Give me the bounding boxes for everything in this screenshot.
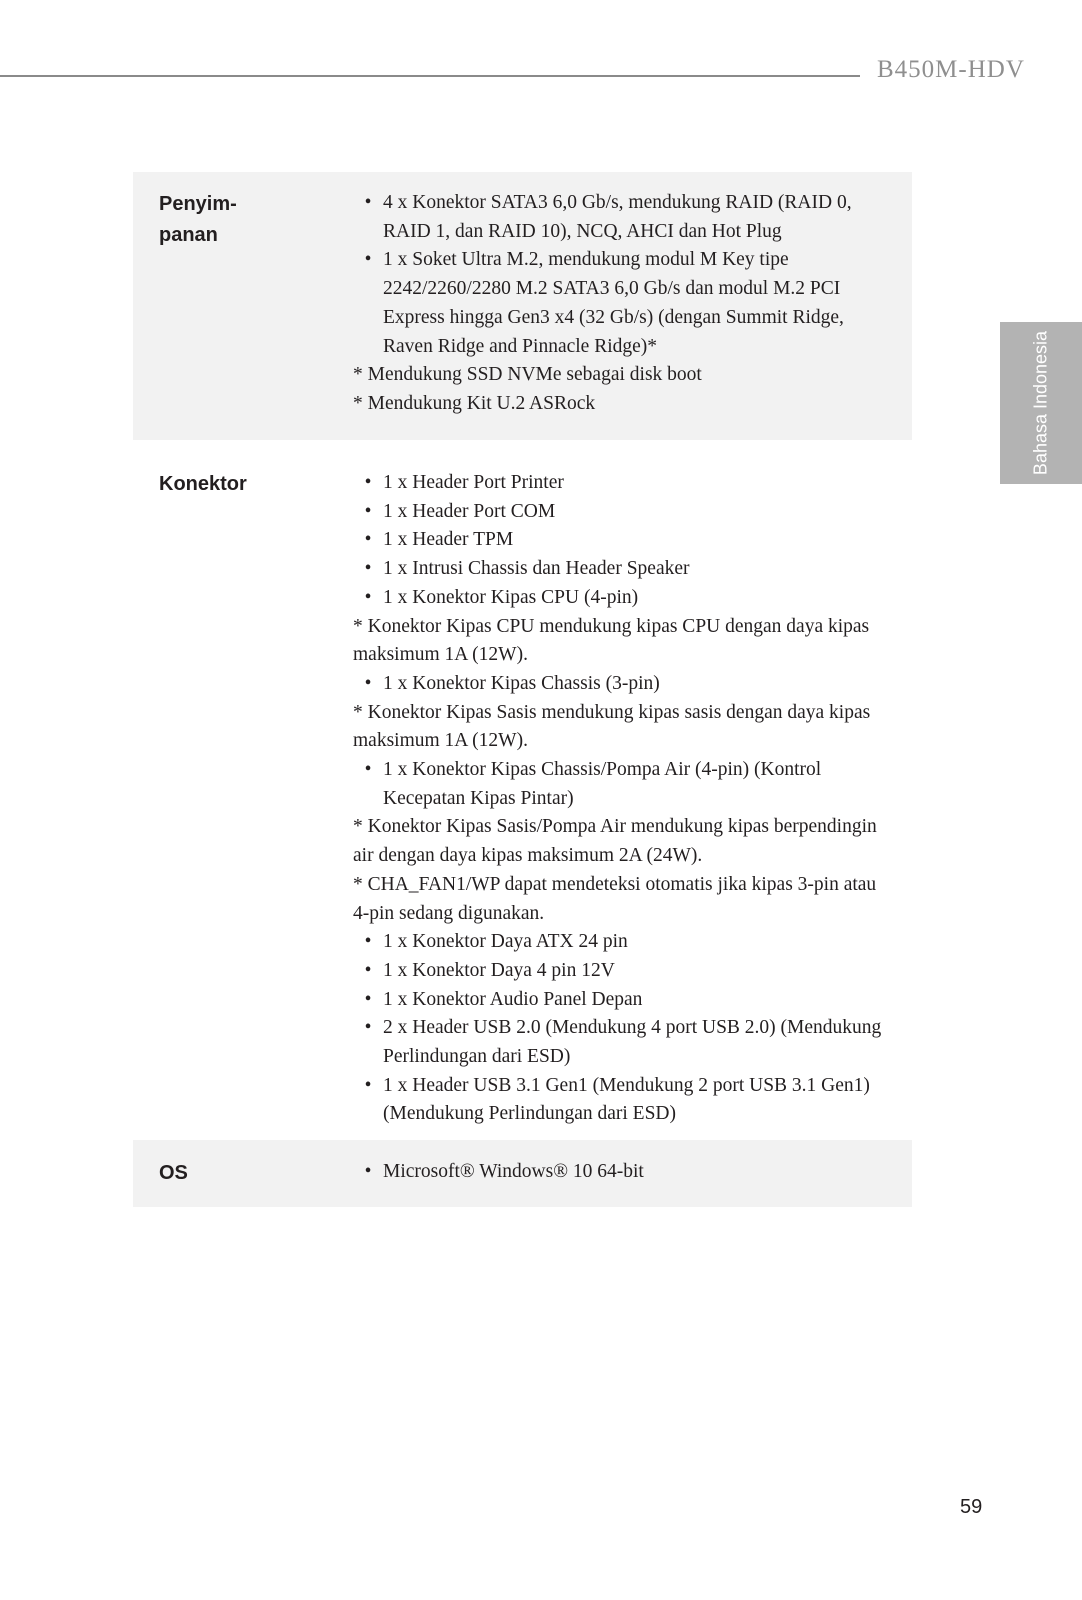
spec-row-os bbox=[133, 1140, 912, 1207]
spec-label-os: OS bbox=[159, 1162, 188, 1184]
spec-content-storage bbox=[353, 189, 912, 440]
bullet-item: • 1 x Konektor Kipas Chassis/Pompa Air (4-pin) (Kontrol Kecepatan Kipas Pintar) bbox=[353, 756, 888, 813]
bullet-item: • 2 x Header USB 2.0 (Mendukung 4 port USB 2.0) (Mendukung Perlindungan dari ESD) bbox=[353, 1014, 888, 1071]
bullet-item: • Microsoft® Windows® 10 64-bit bbox=[353, 1158, 888, 1187]
spec-label-connector: Konektor bbox=[159, 473, 247, 495]
bullet-item: • 1 x Header Port COM bbox=[353, 498, 888, 527]
footnote: * Konektor Kipas Sasis/Pompa Air mendukung kipas berpendingin air dengan daya kipas maksimum 2A (24W). bbox=[353, 816, 877, 867]
bullet-item: • 1 x Konektor Audio Panel Depan bbox=[353, 986, 888, 1015]
bullet-item: • 1 x Konektor Daya 4 pin 12V bbox=[353, 957, 888, 986]
bullet-icon: • bbox=[364, 529, 372, 551]
bullet-item: • 1 x Header USB 3.1 Gen1 (Mendukung 2 port USB 3.1 Gen1) (Mendukung Perlindungan dari ESD) bbox=[353, 1072, 888, 1129]
bullet-icon: • bbox=[364, 759, 372, 781]
spec-row-storage bbox=[133, 172, 912, 440]
bullet-item: • 1 x Soket Ultra M.2, mendukung modul M Key tipe 2242/2260/2280 M.2 SATA3 6,0 Gb/s dan modul M.2 PCI Express hingga Gen3 x4 (32 Gb/s) (dengan Summit Ridge, Raven Ridge and Pinnacle Ridge)* bbox=[353, 246, 888, 361]
bullet-icon: • bbox=[364, 500, 372, 522]
bullet-item: • 1 x Intrusi Chassis dan Header Speaker bbox=[353, 555, 888, 584]
bullet-icon: • bbox=[364, 586, 372, 608]
header-rule bbox=[0, 75, 860, 77]
bullet-icon: • bbox=[364, 959, 372, 981]
bullet-item: • 1 x Header Port Printer bbox=[353, 469, 888, 498]
footnote: * CHA_FAN1/WP dapat mendeteksi otomatis jika kipas 3-pin atau 4-pin sedang digunakan. bbox=[353, 873, 877, 924]
footnote: * Mendukung Kit U.2 ASRock bbox=[353, 392, 596, 414]
bullet-icon: • bbox=[364, 988, 372, 1010]
spec-table bbox=[133, 172, 912, 1207]
bullet-icon: • bbox=[364, 558, 372, 580]
bullet-item: • 1 x Konektor Kipas CPU (4-pin) bbox=[353, 584, 888, 613]
bullet-icon: • bbox=[364, 1161, 372, 1182]
page-number: 59 bbox=[960, 1496, 983, 1518]
bullet-icon: • bbox=[364, 672, 372, 694]
footnote: * Konektor Kipas Sasis mendukung kipas sasis dengan daya kipas maksimum 1A (12W). bbox=[353, 701, 871, 752]
spec-content-os bbox=[353, 1158, 912, 1207]
footnote: * Mendukung SSD NVMe sebagai disk boot bbox=[353, 364, 702, 386]
bullet-item: • 1 x Header TPM bbox=[353, 526, 888, 555]
bullet-icon: • bbox=[364, 472, 372, 493]
language-tab-label: Bahasa Indonesia bbox=[1030, 330, 1051, 476]
spec-label-storage: Penyim- panan bbox=[159, 193, 237, 246]
language-side-tab bbox=[1000, 322, 1082, 484]
bullet-item: • 1 x Konektor Daya ATX 24 pin bbox=[353, 928, 888, 957]
bullet-icon: • bbox=[364, 1017, 372, 1039]
bullet-icon: • bbox=[364, 1074, 372, 1096]
bullet-item: • 1 x Konektor Kipas Chassis (3-pin) bbox=[353, 670, 888, 699]
bullet-item: • 4 x Konektor SATA3 6,0 Gb/s, mendukung RAID (RAID 0, RAID 1, dan RAID 10), NCQ, AHCI dan Hot Plug bbox=[353, 189, 888, 246]
spec-content-connector bbox=[353, 469, 912, 1140]
footnote: * Konektor Kipas CPU mendukung kipas CPU dengan daya kipas maksimum 1A (12W). bbox=[353, 615, 870, 666]
model-name: B450M-HDV bbox=[877, 56, 1025, 83]
bullet-icon: • bbox=[364, 192, 372, 213]
bullet-icon: • bbox=[364, 249, 372, 271]
bullet-icon: • bbox=[364, 931, 372, 953]
spec-row-connector bbox=[133, 440, 912, 1140]
